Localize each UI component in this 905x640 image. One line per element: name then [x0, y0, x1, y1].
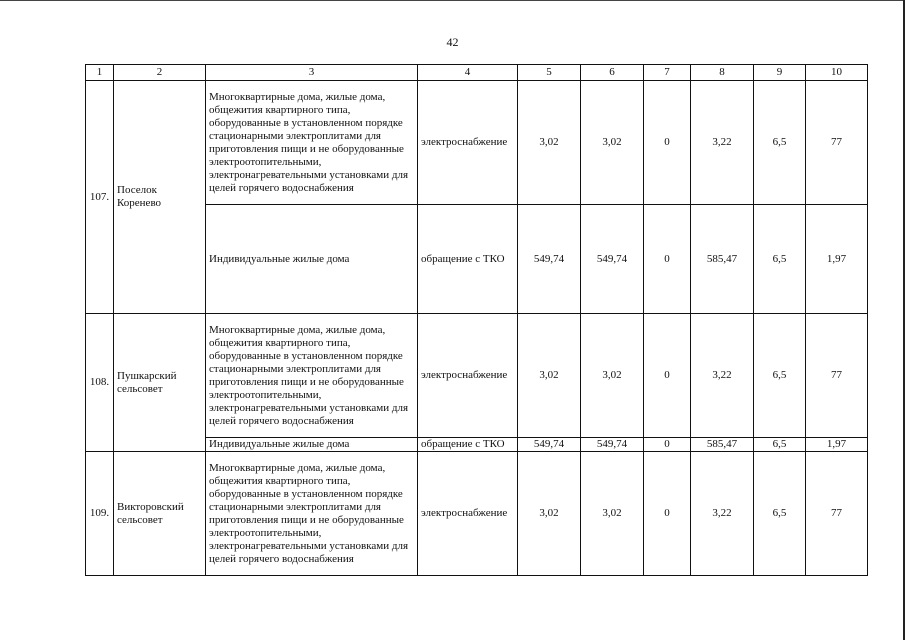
- tariff-table: [85, 64, 868, 576]
- value-col-5: 549,74: [518, 205, 581, 314]
- service-type: обращение с ТКО: [418, 438, 518, 452]
- table-row: [86, 314, 868, 438]
- value-col-8: 585,47: [691, 205, 754, 314]
- row-number: 108.: [86, 314, 114, 452]
- header-col-2: 2: [114, 65, 206, 81]
- value-col-10: 1,97: [806, 205, 868, 314]
- service-type: электроснабжение: [418, 452, 518, 576]
- settlement-name: Викторовский сельсовет: [114, 452, 206, 576]
- value-col-5: 3,02: [518, 314, 581, 438]
- value-col-7: 0: [644, 205, 691, 314]
- value-col-9: 6,5: [754, 438, 806, 452]
- value-col-6: 549,74: [581, 205, 644, 314]
- value-col-8: 3,22: [691, 314, 754, 438]
- housing-description: Многоквартирные дома, жилые дома, общежития квартирного типа, оборудованные в установленном порядке стационарными электроплитами для приготовления пищи и не оборудованные электроотопительными, электронагревательными установками для целей горячего водоснабжения: [206, 81, 418, 205]
- value-col-8: 585,47: [691, 438, 754, 452]
- housing-description: Индивидуальные жилые дома: [206, 205, 418, 314]
- value-col-7: 0: [644, 81, 691, 205]
- header-col-1: 1: [86, 65, 114, 81]
- value-col-10: 1,97: [806, 438, 868, 452]
- value-col-6: 3,02: [581, 81, 644, 205]
- housing-description: Многоквартирные дома, жилые дома, общежития квартирного типа, оборудованные в установленном порядке стационарными электроплитами для приготовления пищи и не оборудованные электроотопительными, электронагревательными установками для целей горячего водоснабжения: [206, 314, 418, 438]
- value-col-9: 6,5: [754, 314, 806, 438]
- value-col-5: 3,02: [518, 452, 581, 576]
- value-col-10: 77: [806, 81, 868, 205]
- row-number: 107.: [86, 81, 114, 314]
- settlement-name: Поселок Коренево: [114, 81, 206, 314]
- header-col-5: 5: [518, 65, 581, 81]
- header-col-3: 3: [206, 65, 418, 81]
- value-col-6: 3,02: [581, 314, 644, 438]
- value-col-7: 0: [644, 452, 691, 576]
- value-col-9: 6,5: [754, 81, 806, 205]
- value-col-9: 6,5: [754, 452, 806, 576]
- row-number: 109.: [86, 452, 114, 576]
- table-row: [86, 81, 868, 205]
- header-col-7: 7: [644, 65, 691, 81]
- value-col-6: 3,02: [581, 452, 644, 576]
- header-col-10: 10: [806, 65, 868, 81]
- service-type: электроснабжение: [418, 314, 518, 438]
- header-col-6: 6: [581, 65, 644, 81]
- value-col-9: 6,5: [754, 205, 806, 314]
- header-col-8: 8: [691, 65, 754, 81]
- value-col-10: 77: [806, 452, 868, 576]
- housing-description: Многоквартирные дома, жилые дома, общежития квартирного типа, оборудованные в установленном порядке стационарными электроплитами для приготовления пищи и не оборудованные электроотопительными, электронагревательными установками для целей горячего водоснабжения: [206, 452, 418, 576]
- table-row: [86, 452, 868, 576]
- scan-edge-top: [0, 0, 905, 1]
- value-col-7: 0: [644, 438, 691, 452]
- value-col-5: 3,02: [518, 81, 581, 205]
- header-col-9: 9: [754, 65, 806, 81]
- value-col-6: 549,74: [581, 438, 644, 452]
- value-col-8: 3,22: [691, 452, 754, 576]
- service-type: электроснабжение: [418, 81, 518, 205]
- page-number: 42: [446, 35, 459, 49]
- housing-description: Индивидуальные жилые дома: [206, 438, 418, 452]
- service-type: обращение с ТКО: [418, 205, 518, 314]
- value-col-8: 3,22: [691, 81, 754, 205]
- value-col-5: 549,74: [518, 438, 581, 452]
- value-col-7: 0: [644, 314, 691, 438]
- settlement-name: Пушкарский сельсовет: [114, 314, 206, 452]
- header-col-4: 4: [418, 65, 518, 81]
- value-col-10: 77: [806, 314, 868, 438]
- header-row: [86, 65, 868, 81]
